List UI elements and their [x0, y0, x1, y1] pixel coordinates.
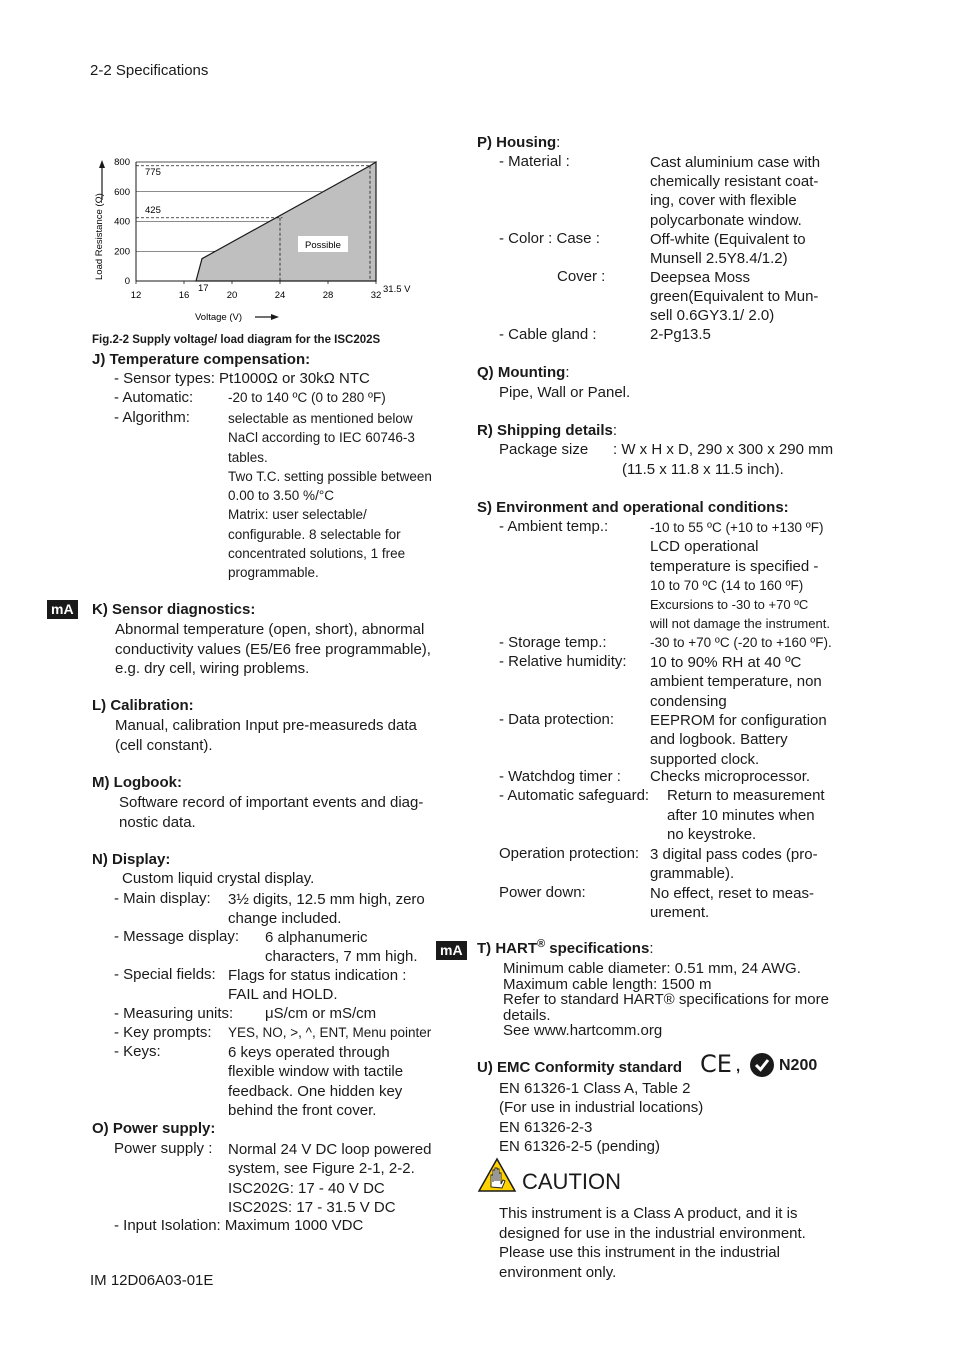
n-msg-label: - Message display: [114, 928, 240, 945]
s-rh-label: - Relative humidity: [499, 653, 627, 670]
section-o-title: O) Power supply: [92, 1120, 216, 1137]
j-sensor-types: - Sensor types: Pt1000Ω or 30kΩ NTC [114, 370, 370, 387]
tick-31-5-label: 31.5 V [383, 284, 411, 295]
section-s-title: S) Environment and operational conditions: [477, 499, 789, 516]
s-as-label: - Automatic safeguard: [499, 787, 650, 804]
m-lines: Software record of important events and diag- nostic data. [119, 794, 424, 831]
c-tick-mark-icon [750, 1053, 774, 1077]
section-u-title: U) EMC Conformity standard [477, 1059, 683, 1076]
s-stor-label: - Storage temp.: [499, 634, 607, 651]
possible-label: Possible [305, 240, 341, 251]
page-header: 2-2 Specifications [90, 62, 209, 79]
section-m-title: M) Logbook: [92, 774, 182, 791]
j-alg-lines: selectable as mentioned below NaCl according to IEC 60746-3 tables. Two T.C. setting possible between 0.00 to 3.50 %/°C Matrix: user selectable/ configurable. 8 selectable for concentrated solutions, 1 free programmable. [228, 411, 432, 581]
u-comma: , [736, 1058, 741, 1075]
n-units-label: - Measuring units: [114, 1005, 234, 1022]
q-value: Pipe, Wall or Panel. [499, 384, 631, 401]
s-as-line-1: Return to measurement [667, 787, 825, 804]
o-isolation: - Input Isolation: Maximum 1000 VDC [114, 1217, 364, 1234]
section-r-title: R) Shipping details: [477, 422, 618, 439]
r-line-2: (11.5 x 11.8 x 11.5 inch). [622, 461, 784, 478]
p-mat-label: - Material : [499, 153, 570, 170]
n-keys-lines: 6 keys operated through flexible window with tactile feedback. One hidden key behind the front cover. [228, 1044, 404, 1119]
section-t-title: T) HART® specifications: [477, 938, 654, 957]
n-main-label: - Main display: [114, 890, 211, 907]
s-dp-label: - Data protection: [499, 711, 615, 728]
p-mat-lines: Cast aluminium case with chemically resistant coat- ing, cover with flexible polycarbonate window. [650, 154, 821, 229]
y-axis-label: Load Resistance (Ω) [94, 193, 105, 280]
n-main-lines: 3½ digits, 12.5 mm high, zero change included. [228, 891, 425, 928]
s-op-lines: 3 digital pass codes (pro- grammable). [650, 846, 818, 883]
s-wd-value: Checks microprocessor. [650, 768, 811, 785]
page-footer: IM 12D06A03-01E [90, 1272, 214, 1289]
s-pd-lines: No effect, reset to meas- urement. [650, 885, 814, 922]
j-auto-value: -20 to 140 ºC (0 to 280 ºF) [228, 390, 386, 405]
y-tick-label: 0 [124, 276, 130, 287]
s-amb-lines: -10 to 55 ºC (+10 to +130 ºF) LCD operational temperature is specified - 10 to 70 ºC (14 to 160 ºF) Excursions to -30 to +70 ºC will not damage the instrument. [650, 520, 830, 632]
section-q-title: Q) Mounting: [477, 364, 570, 381]
s-dp-lines: EEPROM for configuration and logbook. Battery supported clock. [650, 712, 827, 768]
n-kp-label: - Key prompts: [114, 1024, 212, 1041]
n200-label: N200 [779, 1057, 818, 1074]
s-rh-lines: 10 to 90% RH at 40 ºC ambient temperature, non condensing [650, 654, 822, 710]
y-tick-label: 200 [114, 246, 130, 258]
s-as-line-3: no keystroke. [667, 826, 757, 843]
j-alg-label: - Algorithm: [114, 409, 190, 426]
caution-hand-icon [477, 1157, 517, 1197]
y-arrow-head [99, 160, 105, 168]
section-l-title: L) Calibration: [92, 697, 194, 714]
y-tick-label: 800 [114, 157, 130, 168]
p-gland-value: 2-Pg13.5 [650, 326, 711, 343]
ma-badge-hart: mA [436, 941, 467, 960]
s-stor-value: -30 to +70 ºC (-20 to +160 ºF). [650, 635, 832, 650]
p-case-lines: Off-white (Equivalent to Munsell 2.5Y8.4/1.2) [650, 231, 806, 268]
tick-17-label: 17 [198, 283, 209, 294]
p-cover-label: Cover : [557, 268, 606, 285]
r-label: Package size [499, 441, 589, 458]
ref-425-label: 425 [145, 205, 161, 216]
p-gland-label: - Cable gland : [499, 326, 597, 343]
x-axis-label: Voltage (V) [195, 312, 242, 323]
x-tick-label: 24 [274, 290, 286, 301]
figure-caption: Fig.2-2 Supply voltage/ load diagram for the ISC202S [92, 334, 381, 346]
o-ps-label: Power supply : [114, 1140, 213, 1157]
k-lines: Abnormal temperature (open, short), abnormal conductivity values (E5/E6 free programmable), e.g. dry cell, wiring problems. [115, 621, 431, 677]
x-tick-label: 32 [370, 290, 382, 301]
y-tick-label: 600 [114, 186, 130, 198]
n-intro: Custom liquid crystal display. [122, 870, 315, 887]
x-tick-label: 20 [226, 290, 238, 301]
n-spec-label: - Special fields: [114, 966, 216, 983]
y-tick-label: 400 [114, 216, 130, 228]
n-keys-label: - Keys: [114, 1043, 161, 1060]
t-lines: Minimum cable diameter: 0.51 mm, 24 AWG. Maximum cable length: 1500 m Refer to standard HART® specifications for more details. See www.hartcomm.org [503, 960, 829, 1039]
ma-badge: mA [47, 600, 78, 619]
r-line-1: : W x H x D, 290 x 300 x 290 mm [613, 441, 834, 458]
l-lines: Manual, calibration Input pre-measureds data (cell constant). [115, 717, 417, 754]
caution-title: CAUTION [522, 1169, 621, 1194]
s-wd-label: - Watchdog timer : [499, 768, 621, 785]
ce-mark-icon: CE [700, 1050, 732, 1078]
section-n-title: N) Display: [92, 851, 171, 868]
s-amb-label: - Ambient temp.: [499, 518, 609, 535]
x-arrow-head [271, 314, 279, 320]
j-auto-label: - Automatic: [114, 389, 194, 406]
x-tick-label: 28 [322, 290, 334, 301]
x-tick-label: 16 [178, 290, 190, 301]
s-op-label: Operation protection: [499, 845, 640, 862]
s-as-line-2: after 10 minutes when [667, 807, 815, 824]
u-lines: EN 61326-1 Class A, Table 2 (For use in industrial locations) EN 61326-2-3 EN 61326-2-5 (pending) [499, 1080, 704, 1155]
s-pd-label: Power down: [499, 884, 586, 901]
p-color-label: - Color : Case : [499, 230, 600, 247]
section-k-title: K) Sensor diagnostics: [92, 601, 256, 618]
x-tick-label: 12 [130, 290, 142, 301]
p-cover-lines: Deepsea Moss green(Equivalent to Mun- sell 0.6GY3.1/ 2.0) [650, 269, 819, 325]
section-j-title: J) Temperature compensation: [92, 351, 311, 368]
n-units-value: μS/cm or mS/cm [265, 1005, 377, 1022]
n-spec-lines: Flags for status indication : FAIL and HOLD. [228, 967, 407, 1004]
load-diagram-chart [90, 148, 430, 338]
caution-lines: This instrument is a Class A product, and it is designed for use in the industrial environment. Please use this instrument in the industrial environment only. [499, 1205, 806, 1281]
n-kp-value: YES, NO, >, ^, ENT, Menu pointer [228, 1025, 432, 1040]
ref-775-label: 775 [145, 167, 161, 178]
o-ps-lines: Normal 24 V DC loop powered system, see Figure 2-1, 2-2. ISC202G: 17 - 40 V DC ISC202S: 17 - 31.5 V DC [228, 1141, 432, 1216]
section-p-title: P) Housing: [477, 134, 561, 151]
n-msg-lines: 6 alphanumeric characters, 7 mm high. [265, 929, 418, 966]
